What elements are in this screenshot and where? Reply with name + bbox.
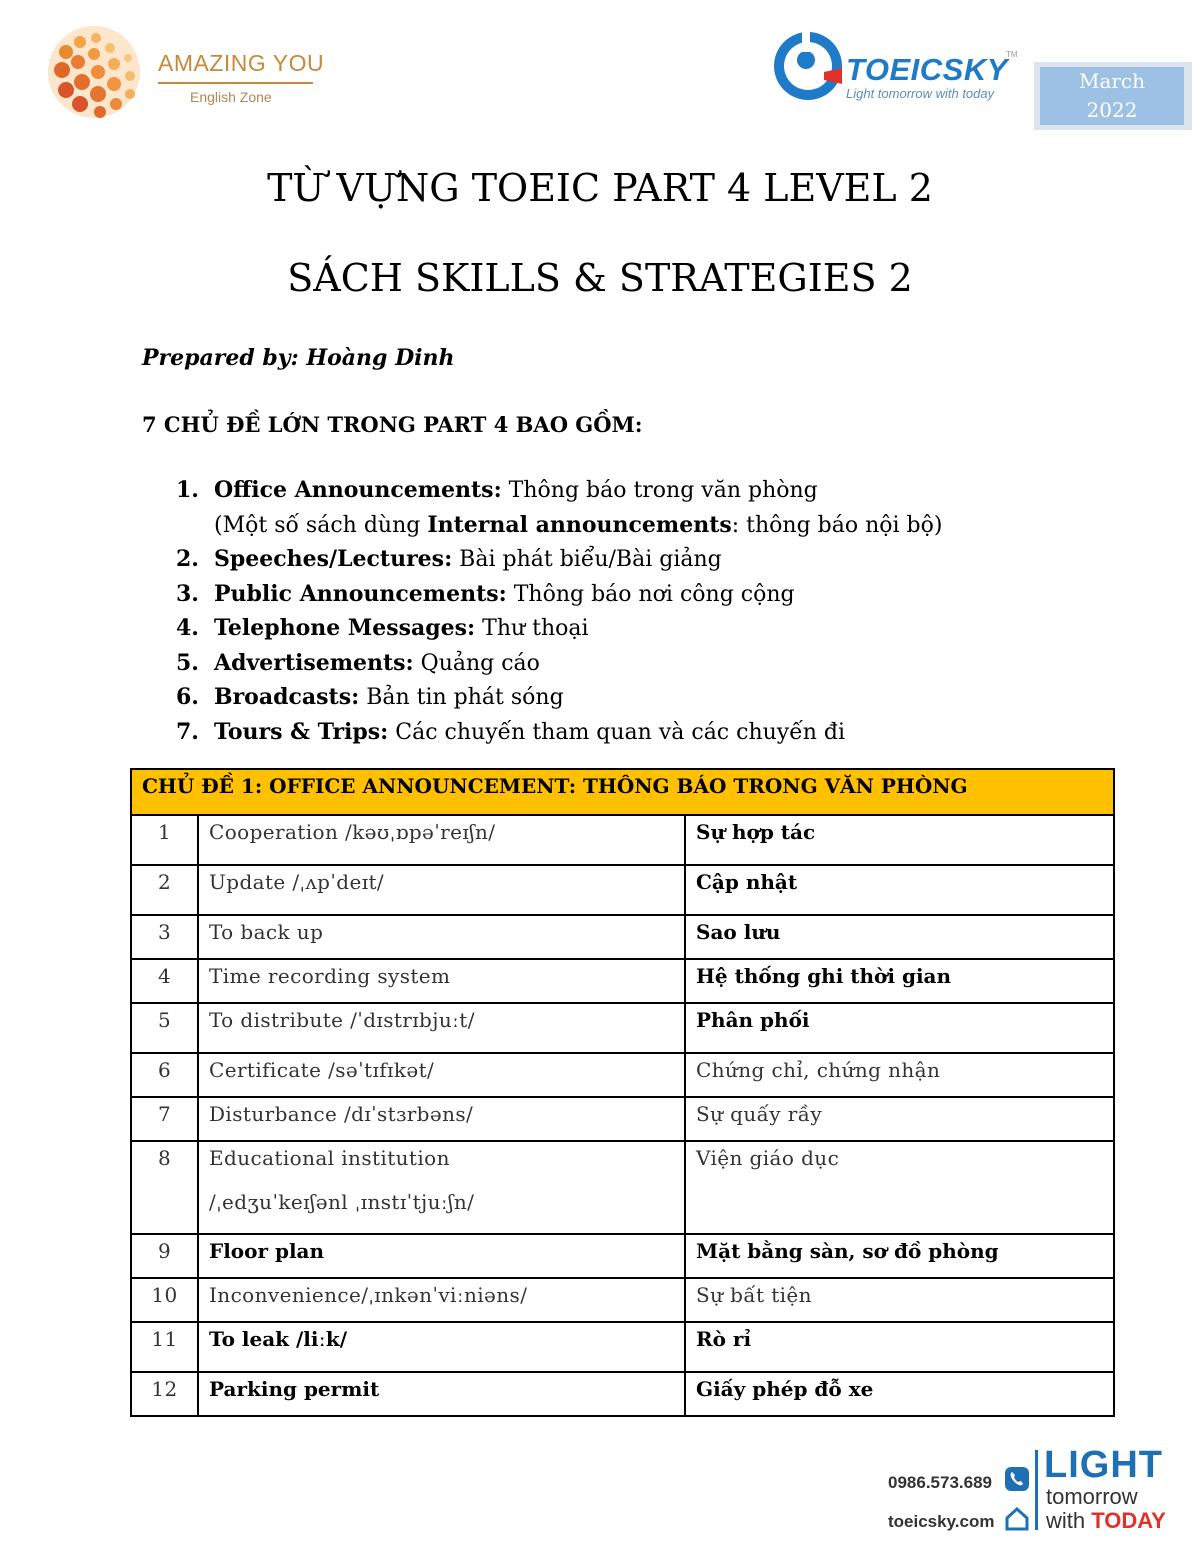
topic-list	[176, 475, 942, 751]
table-row: 10 Inconvenience/ˌɪnkənˈviːniəns/ Sự bất tiện	[131, 1278, 1114, 1322]
trademark-mark: TM	[1006, 50, 1018, 59]
document-subtitle: SÁCH SKILLS & STRATEGIES 2	[287, 256, 913, 300]
table-row: 4 Time recording system Hệ thống ghi thời gian	[131, 959, 1114, 1003]
table-row: 1 Cooperation /kəʊˌɒpəˈreɪʃn/ Sự hợp tác	[131, 815, 1114, 865]
table-heading-row	[131, 769, 1114, 815]
list-item: 2. Speeches/Lectures: Bài phát biểu/Bài giảng	[176, 546, 722, 572]
logo-divider	[158, 82, 313, 84]
table-heading: CHỦ ĐỀ 1: OFFICE ANNOUNCEMENT: THÔNG BÁO TRONG VĂN PHÒNG	[131, 769, 1114, 815]
table-row: 3 To back up Sao lưu	[131, 915, 1114, 959]
list-item: 4. Telephone Messages: Thư thoại	[176, 615, 589, 641]
table-row: 6 Certificate /səˈtɪfɪkət/ Chứng chỉ, chứng nhận	[131, 1053, 1114, 1097]
toeicsky-tagline: Light tomorrow with today	[846, 86, 995, 101]
list-item: 5. Advertisements: Quảng cáo	[176, 649, 540, 676]
document-title: TỪ VỰNG TOEIC PART 4 LEVEL 2	[267, 166, 933, 210]
table-row: 5 To distribute /ˈdɪstrɪbjuːt/ Phân phối	[131, 1003, 1114, 1053]
date-month: March	[1078, 69, 1146, 93]
footer-website[interactable]: toeicsky.com	[888, 1512, 995, 1531]
vocabulary-table	[130, 768, 1115, 1417]
toeicsky-name: TOEICSKY	[846, 52, 1008, 87]
home-icon	[1004, 1506, 1030, 1536]
topics-heading: 7 CHỦ ĐỀ LỚN TRONG PART 4 BAO GỒM:	[142, 412, 643, 437]
table-row: 2 Update /ˌʌpˈdeɪt/ Cập nhật	[131, 865, 1114, 915]
toeicsky-head-icon	[772, 28, 848, 108]
brand-tomorrow: tomorrow	[1046, 1484, 1138, 1509]
list-item: 3. Public Announcements: Thông báo nơi công cộng	[176, 580, 795, 607]
globe-dots-icon	[44, 22, 149, 122]
table-row: 11 To leak /liːk/ Rò rỉ	[131, 1322, 1114, 1372]
prepared-by: Prepared by: Hoàng Dinh	[142, 345, 455, 371]
topic-1-note: (Một số sách dùng Internal announcements: thông báo nội bộ)	[214, 511, 943, 538]
table-row: 7 Disturbance /dɪˈstɜrbəns/ Sự quấy rầy	[131, 1097, 1114, 1141]
date-year: 2022	[1086, 98, 1138, 122]
footer-divider	[1035, 1450, 1038, 1530]
phone-icon	[1004, 1466, 1030, 1496]
table-row: 8 Educational institution /ˌedʒuˈkeɪʃənl ˌɪnstɪˈtjuːʃn/ Viện giáo dục	[131, 1141, 1114, 1234]
table-row: 9 Floor plan Mặt bằng sàn, sơ đồ phòng	[131, 1234, 1114, 1278]
list-item: 6. Broadcasts: Bản tin phát sóng	[176, 684, 564, 710]
list-item: 1. Office Announcements: Thông báo trong văn phòng	[176, 477, 818, 503]
table-row: 12 Parking permit Giấy phép đỗ xe	[131, 1372, 1114, 1416]
brand-with-today: with TODAY	[1046, 1508, 1166, 1533]
list-item: 7. Tours & Trips: Các chuyến tham quan và các chuyến đi	[176, 718, 846, 745]
date-badge	[1034, 62, 1192, 130]
brand-light: LIGHT	[1044, 1444, 1163, 1486]
footer-phone: 0986.573.689	[888, 1473, 992, 1492]
amazing-you-subtitle: English Zone	[190, 89, 272, 105]
amazing-you-name: AMAZING YOU	[158, 50, 325, 76]
